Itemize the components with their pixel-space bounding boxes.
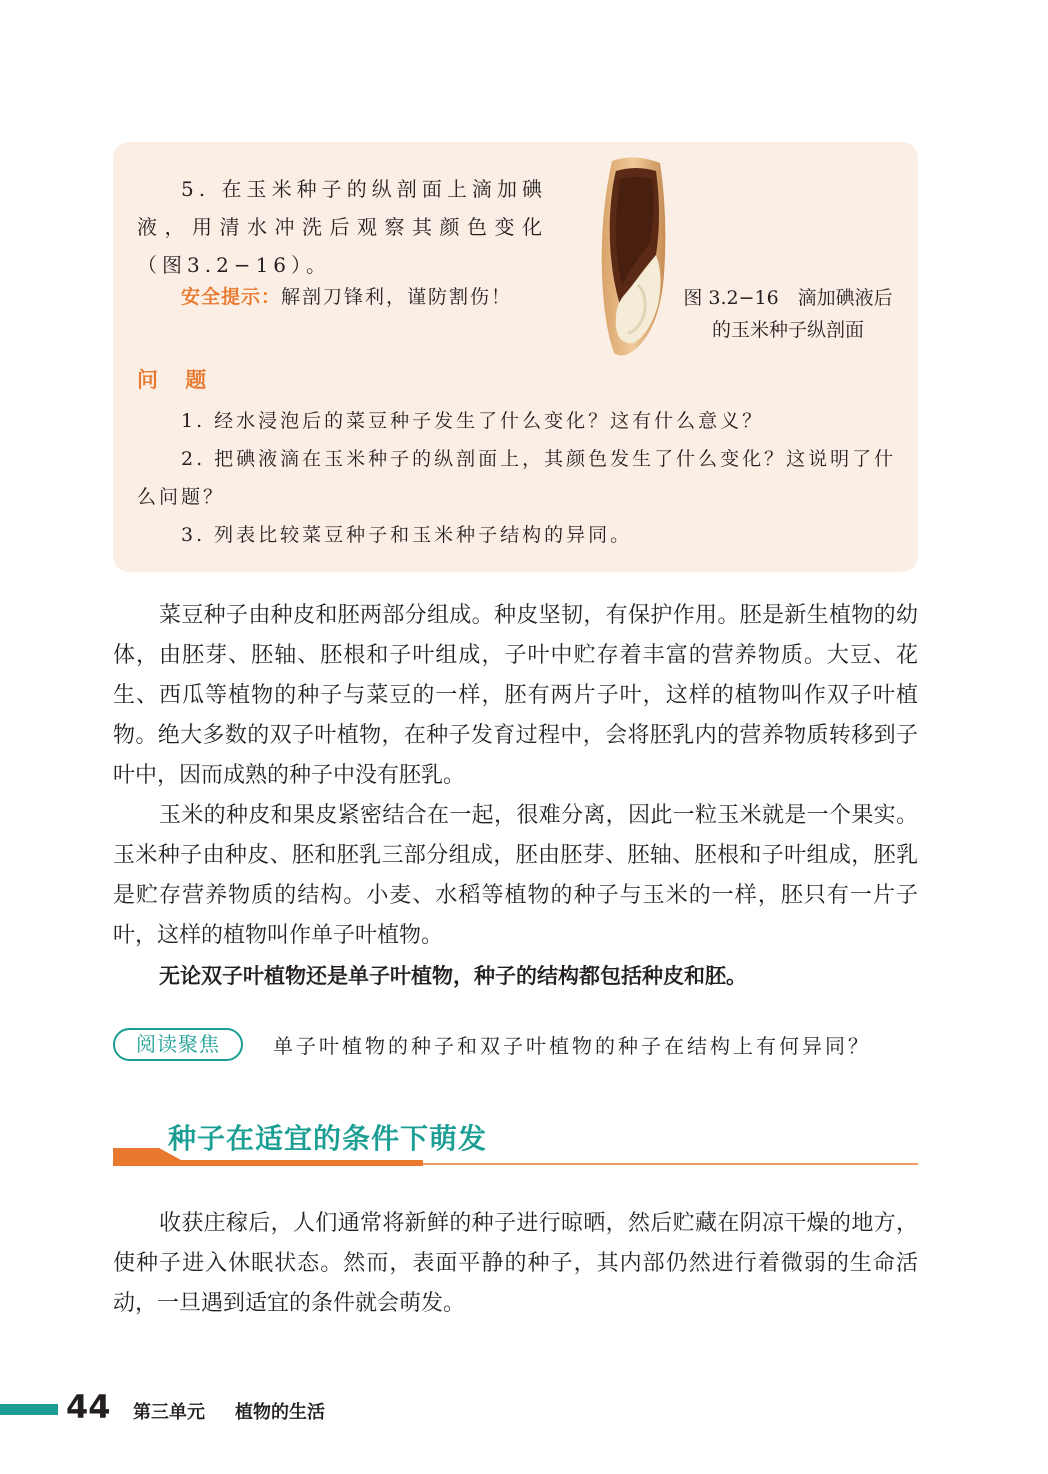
body-text xyxy=(113,596,918,996)
step-5-text: 5. 在玉米种子的纵剖面上滴加碘液，用清水冲洗后观察其颜色变化（图3.2−16）。 xyxy=(137,177,547,277)
figure-caption-line-1: 图 3.2−16 滴加碘液后 xyxy=(683,287,893,309)
questions-list xyxy=(137,402,897,554)
paragraph-conclusion: 无论双子叶植物还是单子叶植物，种子的结构都包括种皮和胚。 xyxy=(159,964,747,988)
questions-heading: 问 题 xyxy=(137,368,217,392)
footer-topic: 植物的生活 xyxy=(235,1402,325,1423)
activity-step-5 xyxy=(137,170,547,284)
safety-tip xyxy=(181,282,512,309)
question-item: 2. 把碘液滴在玉米种子的纵剖面上，其颜色发生了什么变化？这说明了什么问题？ xyxy=(137,448,897,508)
reading-focus-badge: 阅读聚焦 xyxy=(113,1028,243,1061)
paragraph-monocot: 玉米的种皮和果皮紧密结合在一起，很难分离，因此一粒玉米就是一个果实。玉米种子由种皮、胚和胚乳三部分组成，胚由胚芽、胚轴、胚根和子叶组成，胚乳是贮存营养物质的结构。小麦、水稻等植物的种子与玉米的一样，胚只有一片子叶，这样的植物叫作单子叶植物。 xyxy=(113,803,918,948)
question-item: 1. 经水浸泡后的菜豆种子发生了什么变化？这有什么意义？ xyxy=(181,410,765,432)
section-title: 种子在适宜的条件下萌发 xyxy=(168,1122,488,1155)
figure-caption-line-2: 的玉米种子纵剖面 xyxy=(711,319,864,341)
paragraph-dicot: 菜豆种子由种皮和胚两部分组成。种皮坚韧，有保护作用。胚是新生植物的幼体，由胚芽、胚轴、胚根和子叶组成，子叶中贮存着丰富的营养物质。大豆、花生、西瓜等植物的种子与菜豆的一样，胚有两片子叶，这样的植物叫作双子叶植物。绝大多数的双子叶植物，在种子发育过程中，会将胚乳内的营养物质转移到子叶中，因而成熟的种子中没有胚乳。 xyxy=(113,603,918,788)
paragraph-germination: 收获庄稼后，人们通常将新鲜的种子进行晾晒，然后贮藏在阴凉干燥的地方，使种子进入休眠状态。然而，表面平静的种子，其内部仍然进行着微弱的生命活动，一旦遇到适宜的条件就会萌发。 xyxy=(113,1211,918,1316)
question-item: 3. 列表比较菜豆种子和玉米种子结构的异同。 xyxy=(181,524,633,546)
corn-seed-section-image xyxy=(598,155,670,360)
page-number: 44 xyxy=(66,1388,111,1426)
safety-label: 安全提示： xyxy=(181,286,282,308)
footer-unit: 第三单元 xyxy=(133,1402,205,1423)
reading-focus-text: 单子叶植物的种子和双子叶植物的种子在结构上有何异同？ xyxy=(273,1034,871,1058)
section-body xyxy=(113,1204,918,1324)
footer-accent-bar xyxy=(0,1404,58,1415)
figure-caption xyxy=(678,282,898,346)
safety-text: 解剖刀锋利，谨防割伤！ xyxy=(281,286,513,308)
